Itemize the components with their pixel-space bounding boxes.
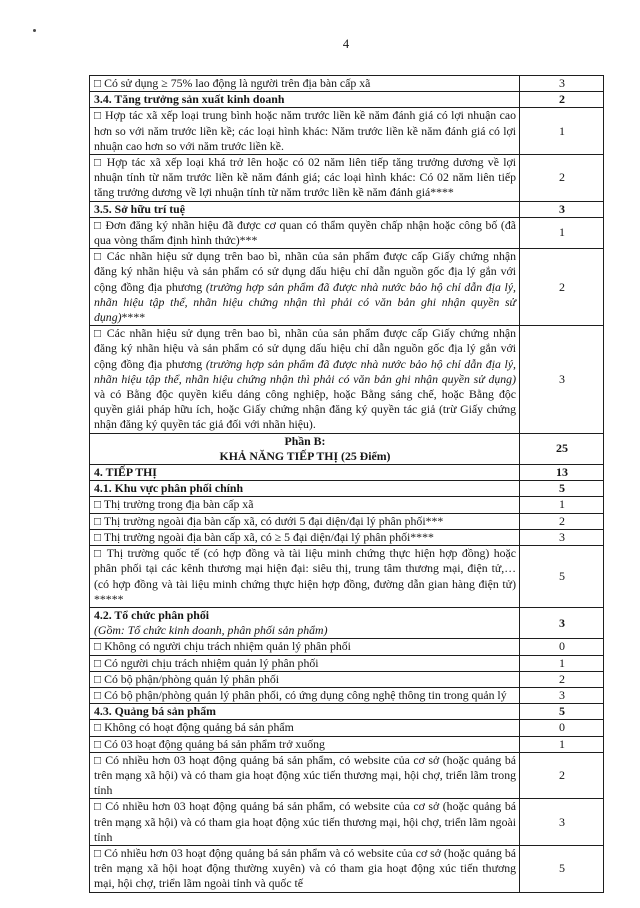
- criterion-note: (trường hợp sản phẩm đã được nhà nước bảo hộ chỉ dẫn địa lý, nhãn hiệu tập thể, nhãn hiệu chứng nhận thì phải có văn bản ghi nhận quyền sử dụng): [94, 356, 517, 386]
- scan-speck: [33, 29, 36, 32]
- section-score: 5: [520, 704, 604, 720]
- criterion-row: [90, 752, 604, 799]
- criterion-text: □ Có người chịu trách nhiệm quản lý phân phối: [90, 655, 520, 671]
- part-header-row: [90, 433, 604, 464]
- score-cell: 1: [520, 497, 604, 513]
- section-heading-row: [90, 465, 604, 481]
- criterion-row: [90, 655, 604, 671]
- criterion-row: [90, 671, 604, 687]
- criterion-marker: ****: [121, 310, 146, 325]
- section-score: 5: [520, 481, 604, 497]
- section-score: 13: [520, 465, 604, 481]
- criterion-row: [90, 720, 604, 736]
- section-heading-row: [90, 704, 604, 720]
- page-number: 4: [342, 37, 350, 51]
- section-score: 3: [520, 607, 604, 638]
- part-header: [90, 433, 520, 464]
- score-cell: 2: [520, 671, 604, 687]
- criterion-text: □ Thị trường trong địa bàn cấp xã: [90, 497, 520, 513]
- section-heading: 4.3. Quảng bá sản phẩm: [90, 704, 520, 720]
- section-heading: [90, 607, 520, 638]
- criterion-text: □ Có bộ phận/phòng quản lý phân phối: [90, 671, 520, 687]
- score-cell: 2: [520, 513, 604, 529]
- score-cell: 0: [520, 720, 604, 736]
- score-cell: 2: [520, 752, 604, 799]
- criterion-row: [90, 76, 604, 92]
- criterion-text: □ Thị trường ngoài địa bàn cấp xã, có ≥ 5 đại diện/đại lý phân phối****: [90, 529, 520, 545]
- section-heading-row: [90, 92, 604, 108]
- section-heading-row: [90, 481, 604, 497]
- criterion-text: □ Có nhiều hơn 03 hoạt động quảng bá sản phẩm và có website của cơ sở (hoặc quảng bá trên mạng xã hội hoạt động thường xuyên) và có tham gia hoạt động xúc tiến thương mại, hội chợ, triển lãm ngoài tỉnh và quốc tế: [90, 845, 520, 892]
- criterion-row: [90, 513, 604, 529]
- criterion-row: [90, 736, 604, 752]
- part-score: 25: [520, 433, 604, 464]
- criterion-row: [90, 217, 604, 248]
- score-cell: 5: [520, 845, 604, 892]
- criterion-tail: và có Bằng độc quyền kiểu dáng công nghiệp, hoặc Bằng sáng chế, hoặc Bằng độc quyền giải pháp hữu ích, hoặc Giấy chứng nhận đăng ký quyền tác giả (trừ Giấy chứng nhận đăng ký quyền tác giả đối với nhãn hiệu).: [94, 387, 516, 432]
- criterion-text: □ Đơn đăng ký nhãn hiệu đã được cơ quan có thẩm quyền chấp nhận hoặc công bố (đã qua vòng thẩm định hình thức)***: [90, 217, 520, 248]
- section-heading-row: [90, 201, 604, 217]
- criterion-main: □ Các nhãn hiệu sử dụng trên bao bì, nhãn của sản phẩm được cấp Giấy chứng nhận đăng ký nhãn hiệu và sản phẩm có sử dụng dấu hiệu chỉ dẫn nguồn gốc địa lý gắn với cộng đồng địa phương: [94, 249, 516, 294]
- score-cell: 2: [520, 249, 604, 326]
- part-title: KHẢ NĂNG TIẾP THỊ (25 Điểm): [219, 448, 391, 463]
- score-cell: 3: [520, 529, 604, 545]
- criterion-row: [90, 497, 604, 513]
- score-cell: 3: [520, 326, 604, 433]
- score-cell: 3: [520, 799, 604, 846]
- section-note: (Gồm: Tổ chức kinh doanh, phân phối sản phẩm): [94, 623, 328, 638]
- criterion-text: □ Hợp tác xã xếp loại khá trở lên hoặc có 02 năm liên tiếp tăng trưởng dương về lợi nhuận tính từ năm trước liền kề năm đánh giá; các loại hình khác: Có 02 năm liên tiếp tăng trưởng dương về lợi nhuận tính từ năm trước liền kề năm đánh giá****: [90, 155, 520, 202]
- score-cell: 1: [520, 108, 604, 155]
- criterion-text: □ Không có hoạt động quảng bá sản phẩm: [90, 720, 520, 736]
- section-title: 4.2. Tổ chức phân phối: [94, 607, 210, 622]
- score-cell: 2: [520, 155, 604, 202]
- criterion-main: □ Các nhãn hiệu sử dụng trên bao bì, nhãn của sản phẩm được cấp Giấy chứng nhận đăng ký nhãn hiệu và sản phẩm có sử dụng dấu hiệu chỉ dẫn nguồn gốc địa lý gắn với cộng đồng địa phương: [94, 326, 516, 371]
- section-heading: 3.5. Sở hữu trí tuệ: [90, 201, 520, 217]
- section-heading: 3.4. Tăng trưởng sản xuất kinh doanh: [90, 92, 520, 108]
- criterion-row: [90, 546, 604, 608]
- score-cell: 5: [520, 546, 604, 608]
- score-cell: 1: [520, 655, 604, 671]
- criterion-row: [90, 108, 604, 155]
- score-cell: 1: [520, 217, 604, 248]
- criterion-text: [90, 249, 520, 326]
- criterion-row: [90, 687, 604, 703]
- criterion-text: □ Không có người chịu trách nhiệm quản lý phân phối: [90, 639, 520, 655]
- criterion-row: [90, 845, 604, 892]
- criterion-text: □ Có nhiều hơn 03 hoạt động quảng bá sản phẩm, có website của cơ sở (hoặc quảng bá trên mạng xã hội) và có tham gia hoạt động xúc tiến thương mại, hội chợ, triển lãm trong tỉnh: [90, 752, 520, 799]
- section-heading: 4.1. Khu vực phân phối chính: [90, 481, 520, 497]
- score-cell: 0: [520, 639, 604, 655]
- score-cell: 1: [520, 736, 604, 752]
- criteria-table: [89, 75, 604, 893]
- section-heading-row: [90, 607, 604, 638]
- criterion-row: [90, 799, 604, 846]
- criterion-text: □ Có bộ phận/phòng quản lý phân phối, có ứng dụng công nghệ thông tin trong quản lý: [90, 687, 520, 703]
- section-score: 3: [520, 201, 604, 217]
- criterion-text: [90, 326, 520, 433]
- criterion-row: [90, 639, 604, 655]
- part-label: Phần B:: [284, 433, 326, 448]
- criterion-row: [90, 529, 604, 545]
- criterion-note: (trường hợp sản phẩm đã được nhà nước bảo hộ chỉ dẫn địa lý, nhãn hiệu tập thể, nhãn hiệu chứng nhận thì phải có văn bản ghi nhận quyền sử dụng): [94, 279, 517, 325]
- criterion-text: □ Có nhiều hơn 03 hoạt động quảng bá sản phẩm, có website của cơ sở (hoặc quảng bá trên mạng xã hội) và có tham gia hoạt động xúc tiến thương mại, hội chợ, triển lãm ngoài tỉnh: [90, 799, 520, 846]
- section-heading: 4. TIẾP THỊ: [90, 465, 520, 481]
- criterion-text: □ Hợp tác xã xếp loại trung bình hoặc năm trước liền kề năm đánh giá có lợi nhuận cao hơn so với năm trước liền kề; các loại hình khác: Năm trước liền kề năm đánh giá có lợi nhuận cao hơn so với năm trước liền kề.: [90, 108, 520, 155]
- criterion-text: □ Thị trường quốc tế (có hợp đồng và tài liệu minh chứng thực hiện hợp đồng) hoặc phân phối tại các kênh thương mại hiện đại: siêu thị, trung tâm thương mại, điện tử,… (có hợp đồng và tài liệu minh chứng thực hiện hợp đồng, đường dẫn gian hàng điện tử) *****: [90, 546, 520, 608]
- criterion-text: □ Thị trường ngoài địa bàn cấp xã, có dưới 5 đại diện/đại lý phân phối***: [90, 513, 520, 529]
- section-score: 2: [520, 92, 604, 108]
- criterion-text: □ Có sử dụng ≥ 75% lao động là người trên địa bàn cấp xã: [90, 76, 520, 92]
- criterion-row: [90, 155, 604, 202]
- score-cell: 3: [520, 687, 604, 703]
- criterion-row: [90, 326, 604, 433]
- criterion-row: [90, 249, 604, 326]
- score-cell: 3: [520, 76, 604, 92]
- criterion-text: □ Có 03 hoạt động quảng bá sản phẩm trở xuống: [90, 736, 520, 752]
